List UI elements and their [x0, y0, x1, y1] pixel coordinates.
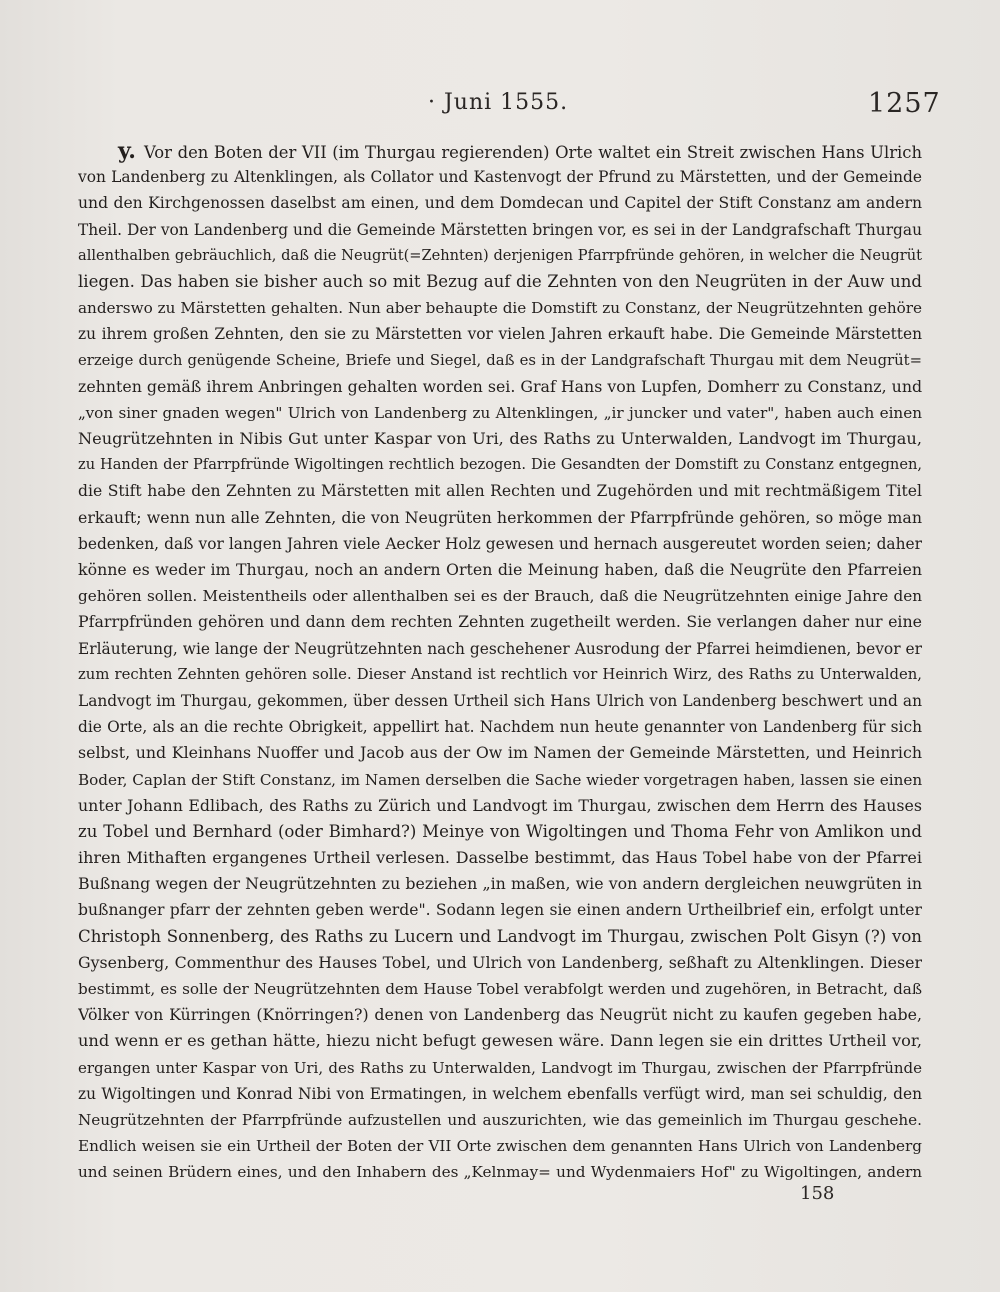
text-line-content: und wenn er es gethan hätte, hiezu nicht befugt gewesen wäre. Dann legen sie ein drittes Urtheil vor, — [78, 1031, 922, 1051]
text-line — [78, 819, 922, 845]
text-line-content: Endlich weisen sie ein Urtheil der Boten der VII Orte zwischen dem genannten Hans Ulrich von Landenberg — [78, 1137, 922, 1156]
text-line — [78, 1107, 922, 1133]
text-line — [78, 871, 922, 897]
text-line-content: ergangen unter Kaspar von Uri, des Raths zu Unterwalden, Landvogt im Thurgau, zwischen der Pfarrpfründe — [78, 1058, 922, 1077]
text-line-content: liegen. Das haben sie bisher auch so mit Bezug auf die Zehnten von den Neugrüten in der Auw und — [78, 271, 922, 291]
running-head-date: · Juni 1555. — [428, 90, 569, 115]
entry-letter: y. — [118, 138, 144, 164]
text-line — [78, 1002, 922, 1028]
page-header — [0, 88, 1000, 128]
text-line-content: bestimmt, es solle der Neugrützehnten dem Hause Tobel verabfolgt werden und zugehören, in Betracht, daß — [78, 980, 922, 998]
text-line-content: bußnanger pfarr der zehnten geben werde". Sodann legen sie einen andern Urtheilbrief ein, erfolgt unter — [78, 901, 922, 920]
text-line-content: von Landenberg zu Altenklingen, als Collator und Kastenvogt der Pfrund zu Märstetten, und der Gemeinde — [78, 168, 922, 187]
text-line-content: Gysenberg, Commenthur des Hauses Tobel, und Ulrich von Landenberg, seßhaft zu Altenklingen. Dieser — [78, 952, 922, 972]
text-line-content: „von siner gnaden wegen" Ulrich von Landenberg zu Altenklingen, „ir juncker und vater", haben auch einen — [78, 403, 922, 422]
text-line — [78, 1055, 922, 1081]
text-line-content: die Orte, als an die rechte Obrigkeit, appellirt hat. Nachdem nun heute genannter von Landenberg für sich — [78, 718, 922, 737]
text-line — [78, 400, 922, 426]
text-line — [78, 295, 922, 321]
text-line-content: Völker von Kürringen (Knörringen?) denen von Landenberg das Neugrüt nicht zu kaufen gegeben habe, — [78, 1005, 922, 1025]
text-line — [78, 976, 922, 1002]
text-line — [78, 269, 922, 295]
text-line-content: Neugrützehnten der Pfarrpfründe aufzustellen und auszurichten, wie das gemeinlich im Thurgau geschehe. — [78, 1110, 922, 1129]
text-line — [78, 190, 922, 216]
text-line-content: Boder, Caplan der Stift Constanz, im Namen derselben die Sache wieder vorgetragen haben, lassen sie einen — [78, 770, 922, 789]
text-line-content: zum rechten Zehnten gehören solle. Dieser Anstand ist rechtlich vor Heinrich Wirz, des Raths zu Unterwalden, — [78, 665, 922, 683]
text-line-content: Erläuterung, wie lange der Neugrützehnten nach geschehener Ausrodung der Pfarrei heimdienen, bevor er — [78, 639, 922, 658]
text-line-content: Neugrützehnten in Nibis Gut unter Kaspar von Uri, des Raths zu Unterwalden, Landvogt im Thurgau, — [78, 429, 922, 449]
text-line-content: ihren Mithaften ergangenes Urtheil verlesen. Dasselbe bestimmt, das Haus Tobel habe von der Pfarrei — [78, 848, 922, 868]
text-line — [78, 714, 922, 740]
text-line-content: erkauft; wenn nun alle Zehnten, die von Neugrüten herkommen der Pfarrpfründe gehören, so möge man — [78, 507, 922, 527]
text-line-content: Pfarrpfründen gehören und dann dem rechten Zehnten zugetheilt werden. Sie verlangen daher nur eine — [78, 612, 922, 632]
text-line-content: gehören sollen. Meistentheils oder allenthalben sei es der Brauch, daß die Neugrützehnten einige Jahre den — [78, 587, 922, 606]
text-line-content: Christoph Sonnenberg, des Raths zu Lucern und Landvogt im Thurgau, zwischen Polt Gisyn (?) von — [78, 926, 922, 946]
text-line-content: Vor den Boten der VII (im Thurgau regierenden) Orte waltet ein Streit zwischen Hans Ulrich — [143, 143, 922, 162]
text-line-content: und seinen Brüdern eines, und den Inhabern des „Kelnmay= und Wydenmaiers Hof" zu Wigoltingen, andern — [78, 1163, 922, 1182]
text-line — [78, 845, 922, 871]
text-line — [78, 950, 922, 976]
text-line — [78, 478, 922, 504]
text-line-content: könne es weder im Thurgau, noch an andern Orten die Meinung haben, daß die Neugrüte den Pfarreien — [78, 560, 922, 579]
text-line — [78, 662, 922, 688]
text-line-content: unter Johann Edlibach, des Raths zu Zürich und Landvogt im Thurgau, zwischen dem Herrn des Hauses — [78, 795, 922, 815]
page-number: 1257 — [868, 88, 941, 119]
text-line-content: erzeige durch genügende Scheine, Briefe und Siegel, daß es in der Landgrafschaft Thurgau mit dem Neugrüt= — [78, 351, 922, 369]
text-line — [78, 609, 922, 635]
text-line — [78, 924, 922, 950]
text-line — [78, 740, 922, 766]
text-line — [78, 348, 922, 374]
text-line — [78, 688, 922, 714]
entry-text — [78, 138, 922, 1186]
text-line — [78, 217, 922, 243]
text-line-content: zehnten gemäß ihrem Anbringen gehalten worden sei. Graf Hans von Lupfen, Domherr zu Constanz, und — [78, 376, 922, 396]
text-line — [78, 1028, 922, 1054]
text-line-content: selbst, und Kleinhans Nuoffer und Jacob aus der Ow im Namen der Gemeinde Märstetten, und Heinrich — [78, 743, 922, 763]
text-line — [78, 321, 922, 347]
text-line — [78, 374, 922, 400]
text-line-content: zu Tobel und Bernhard (oder Bimhard?) Meinye von Wigoltingen und Thoma Fehr von Amlikon und — [78, 821, 922, 841]
text-line — [78, 583, 922, 609]
text-line-content: anderswo zu Märstetten gehalten. Nun aber behaupte die Domstift zu Constanz, der Neugrützehnten gehöre — [78, 299, 922, 318]
text-line — [78, 767, 922, 793]
text-line — [78, 243, 922, 269]
text-line-content: Landvogt im Thurgau, gekommen, über dessen Urtheil sich Hans Ulrich von Landenberg beschwert und an — [78, 691, 922, 710]
text-line — [78, 1159, 922, 1185]
text-line-content: zu Handen der Pfarrpfründe Wigoltingen rechtlich bezogen. Die Gesandten der Domstift zu Constanz entgegnen, — [78, 456, 922, 474]
text-line-content: allenthalben gebräuchlich, daß die Neugrüt(=Zehnten) derjenigen Pfarrpfründe gehören, in welcher die Neugrüt — [78, 246, 922, 264]
text-line — [78, 793, 922, 819]
text-line-content: zu Wigoltingen und Konrad Nibi von Ermatingen, in welchem ebenfalls verfügt wird, man sei schuldig, den — [78, 1084, 922, 1103]
text-line — [78, 1081, 922, 1107]
text-line — [78, 138, 922, 164]
text-line-content: und den Kirchgenossen daselbst am einen, und dem Domdecan und Capitel der Stift Constanz am andern — [78, 194, 922, 213]
text-line — [78, 452, 922, 478]
text-line-content: zu ihrem großen Zehnten, den sie zu Märstetten vor vielen Jahren erkauft habe. Die Gemeinde Märstetten — [78, 325, 922, 344]
text-line — [78, 505, 922, 531]
text-line — [78, 557, 922, 583]
text-line — [78, 531, 922, 557]
text-line — [78, 164, 922, 190]
text-line-content: die Stift habe den Zehnten zu Märstetten mit allen Rechten und Zugehörden und mit rechtmäßigem Titel — [78, 482, 922, 501]
text-line — [78, 1133, 922, 1159]
printer-signature-mark: 158 — [800, 1183, 835, 1204]
text-line-content: Bußnang wegen der Neugrützehnten zu beziehen „in maßen, wie von andern dergleichen neuwgrüten in — [78, 874, 922, 894]
text-line — [78, 636, 922, 662]
text-line-content: Theil. Der von Landenberg und die Gemeinde Märstetten bringen vor, es sei in der Landgrafschaft Thurgau — [78, 220, 922, 239]
text-line — [78, 897, 922, 923]
text-line — [78, 426, 922, 452]
text-line-content: bedenken, daß vor langen Jahren viele Aecker Holz gewesen und hernach ausgereutet worden seien; daher — [78, 534, 922, 553]
